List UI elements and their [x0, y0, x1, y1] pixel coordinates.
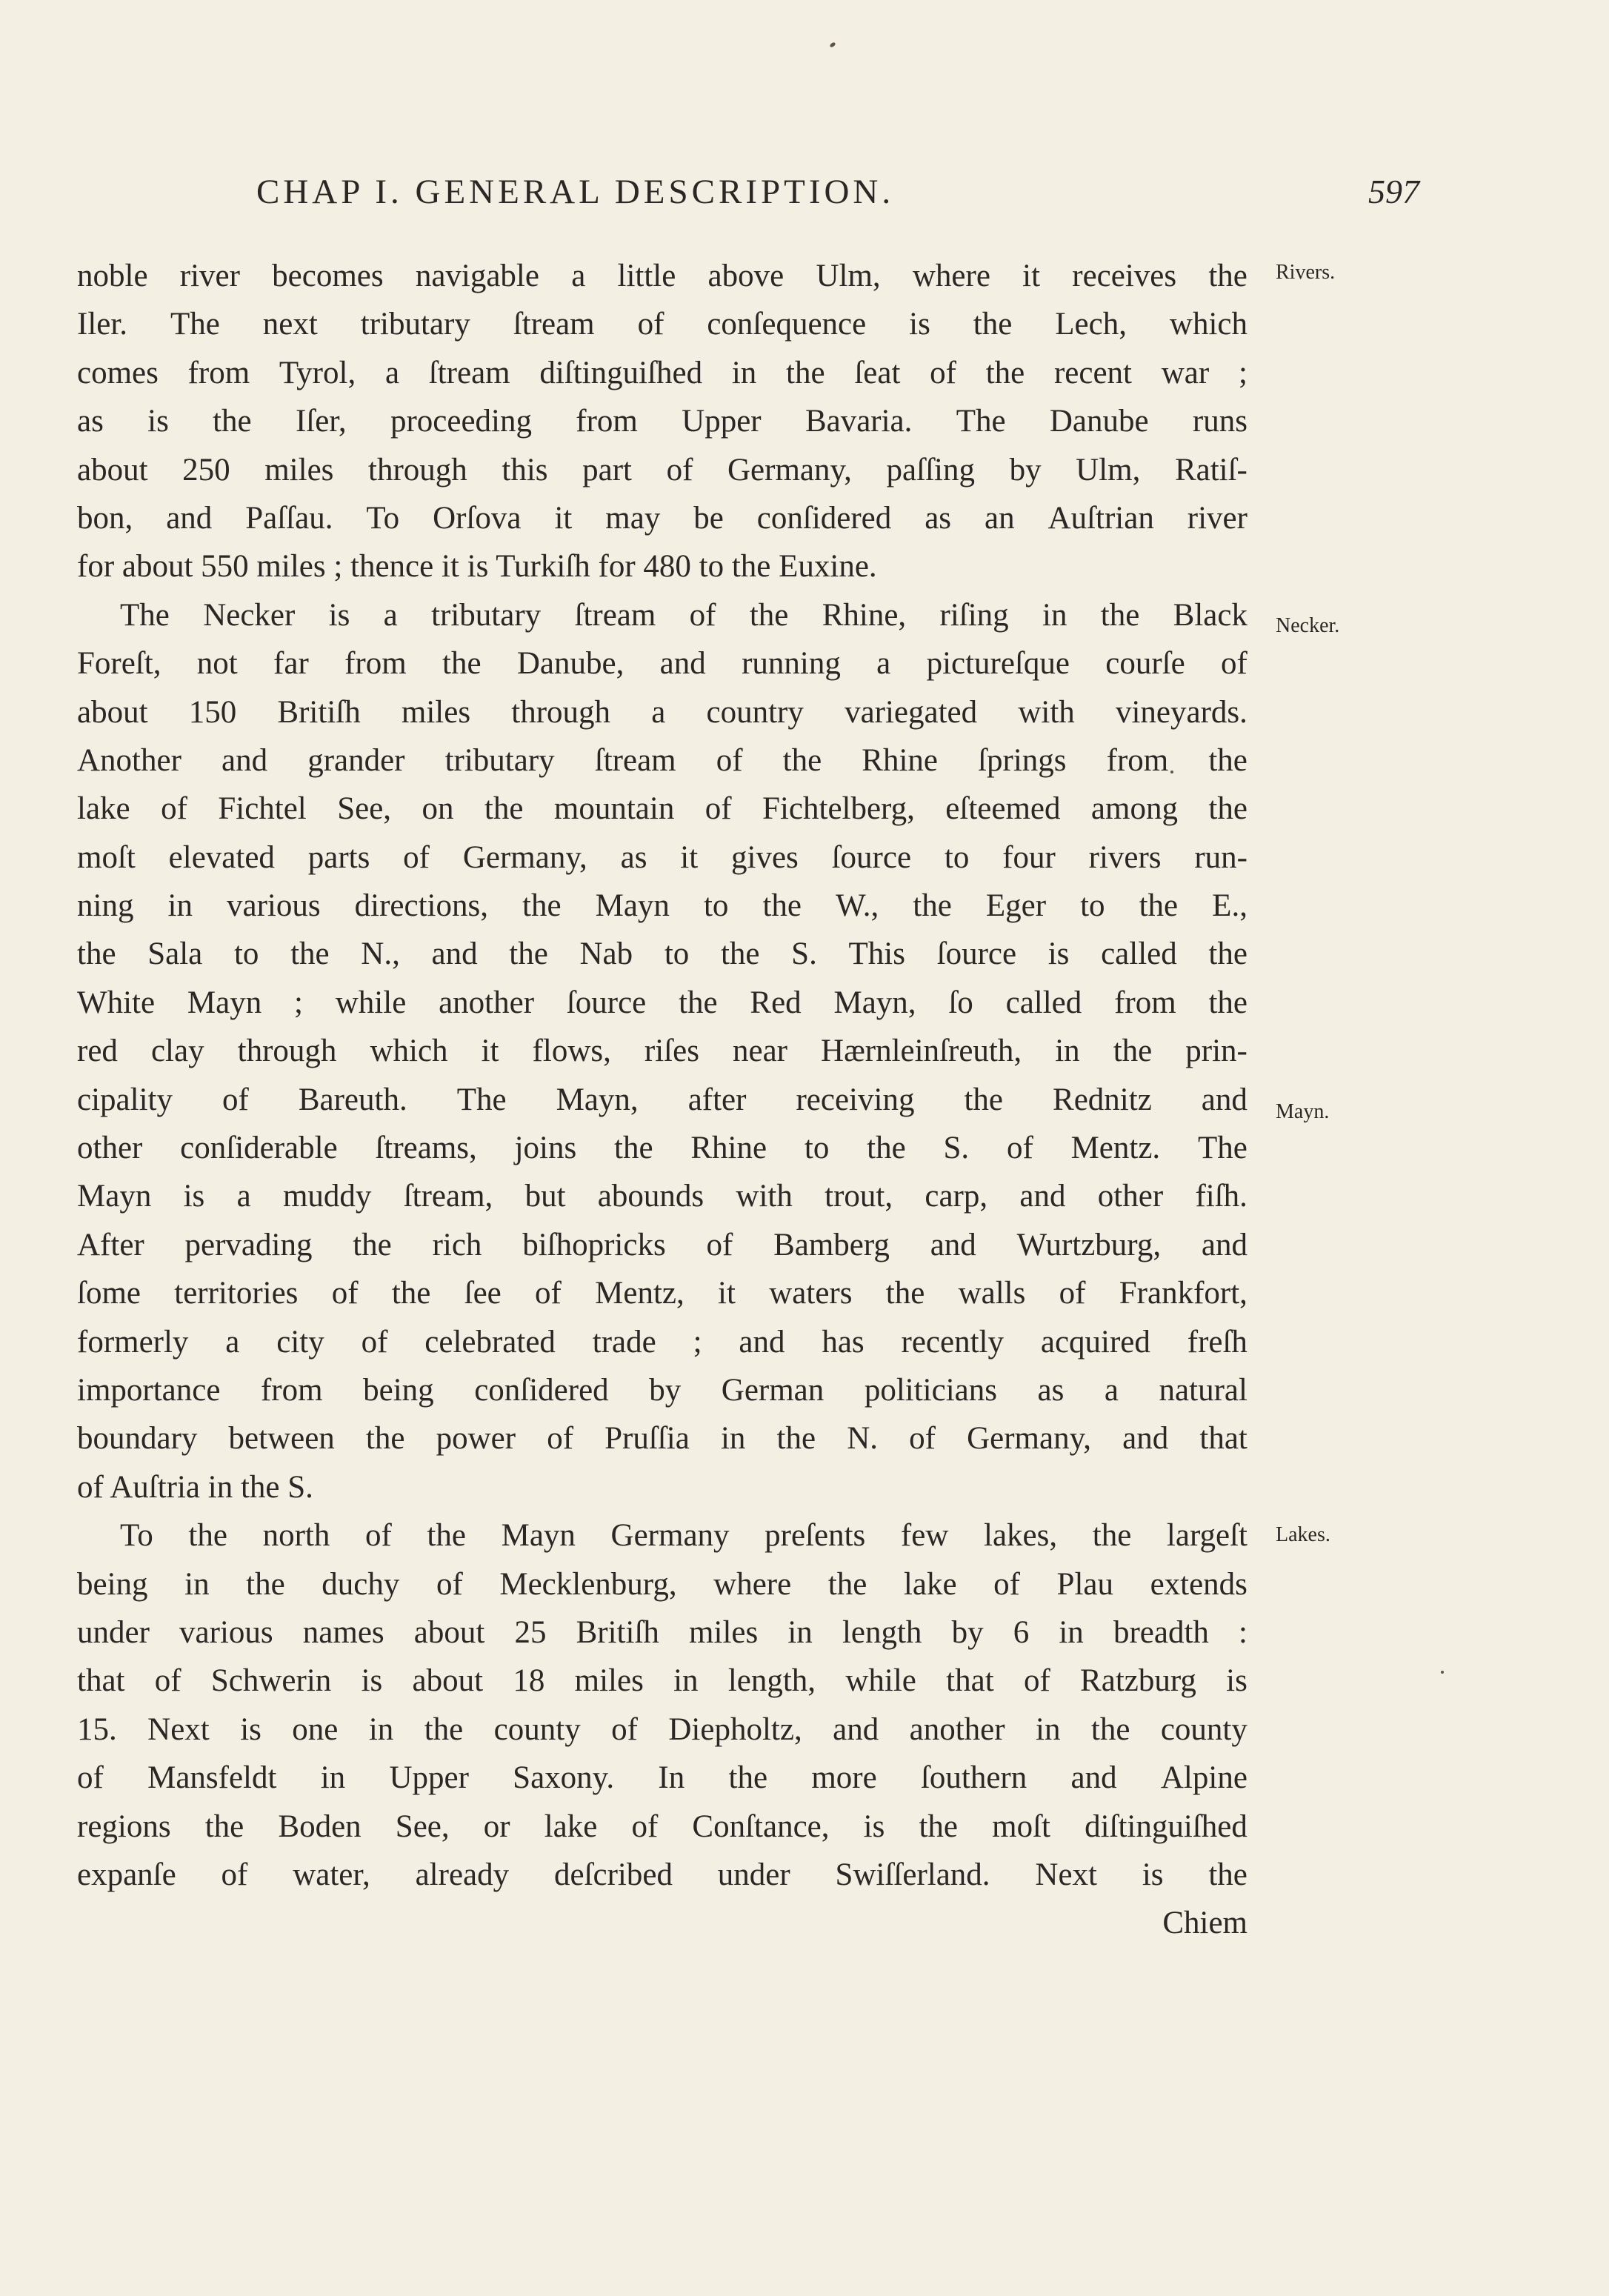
text-line: Iler. The next tributary ſtream of conſequence is the Lech, which — [77, 307, 1247, 342]
text-line: comes from Tyrol, a ſtream diſtinguiſhed in the ſeat of the recent war ; — [77, 355, 1247, 390]
text-line: formerly a city of celebrated trade ; and has recently acquired freſh — [77, 1324, 1247, 1360]
text-line: To the north of the Mayn Germany preſents few lakes, the largeſt — [120, 1518, 1247, 1554]
ink-speck — [829, 41, 836, 48]
text-line: as is the Iſer, proceeding from Upper Bavaria. The Danube runs — [77, 404, 1247, 439]
text-line: Another and grander tributary ſtream of the Rhine ſprings from the — [77, 742, 1247, 778]
text-line: White Mayn ; while another ſource the Red Mayn, ſo called from the — [77, 985, 1247, 1020]
text-line: about 250 miles through this part of Germany, paſſing by Ulm, Ratiſ- — [77, 452, 1247, 488]
text-line: cipality of Bareuth. The Mayn, after receiving the Rednitz and — [77, 1082, 1247, 1117]
text-line: Foreſt, not far from the Danube, and running a picturеſque courſe of — [77, 646, 1247, 682]
ink-speck — [1170, 771, 1173, 773]
ink-speck — [1441, 1671, 1444, 1674]
text-line: bon, and Paſſau. To Orſova it may be conſidered as an Auſtrian river — [77, 500, 1247, 536]
margin-note-rivers: Rivers. — [1276, 261, 1336, 284]
text-line: red clay through which it flows, riſes near Hærnleinſreuth, in the prin- — [77, 1034, 1247, 1069]
margin-note-mayn: Mayn. — [1276, 1100, 1330, 1123]
text-line: lake of Fichtel See, on the mountain of Fichtelberg, eſteemed among the — [77, 791, 1247, 827]
text-line: of Auſtria in the S. — [77, 1469, 313, 1505]
text-line: under various names about 25 Britiſh miles in length by 6 in breadth : — [77, 1614, 1247, 1650]
text-line: ſome territories of the ſee of Mentz, it waters the walls of Frankfort, — [77, 1276, 1247, 1311]
text-line: Mayn is a muddy ſtream, but abounds with trout, carp, and other fiſh. — [77, 1179, 1247, 1214]
text-line: moſt elevated parts of Germany, as it gives ſource to four rivers run- — [77, 839, 1247, 875]
text-line: After pervading the rich biſhopricks of Bamberg and Wurtzburg, and — [77, 1227, 1247, 1262]
text-line: 15. Next is one in the county of Diepholtz, and another in the county — [77, 1711, 1247, 1747]
text-line: about 150 Britiſh miles through a country variegated with vineyards. — [77, 694, 1247, 730]
text-line: the Sala to the N., and the Nab to the S. This ſource is called the — [77, 936, 1247, 972]
page-number: 597 — [1368, 173, 1419, 210]
margin-note-lakes: Lakes. — [1276, 1523, 1330, 1546]
page-header — [256, 172, 1442, 224]
text-line: expanſe of water, already deſcribed under Swiſſerland. Next is the — [77, 1857, 1247, 1892]
text-line: being in the duchy of Mecklenburg, where the lake of Plau extends — [77, 1566, 1247, 1602]
text-line: other conſiderable ſtreams, joins the Rhine to the S. of Mentz. The — [77, 1131, 1247, 1166]
catchword: Chiem — [1162, 1906, 1247, 1941]
body-text — [77, 252, 1247, 1948]
text-line: ning in various directions, the Mayn to the W., the Eger to the E., — [77, 888, 1247, 924]
text-line: that of Schwerin is about 18 miles in length, while that of Ratzburg is — [77, 1663, 1247, 1699]
running-head: CHAP I. GENERAL DESCRIPTION. — [256, 173, 895, 211]
text-line: for about 550 miles ; thence it is Turkiſh for 480 to the Euxine. — [77, 549, 877, 585]
margin-note-necker: Necker. — [1276, 614, 1340, 637]
text-line: importance from being conſidered by German politicians as a natural — [77, 1372, 1247, 1408]
text-line: of Mansfeldt in Upper Saxony. In the more ſouthern and Alpine — [77, 1760, 1247, 1796]
text-line: regions the Boden See, or lake of Conſtance, is the moſt diſtinguiſhed — [77, 1808, 1247, 1844]
text-line: The Necker is a tributary ſtream of the Rhine, riſing in the Black — [120, 597, 1247, 633]
text-line: boundary between the power of Pruſſia in the N. of Germany, and that — [77, 1421, 1247, 1457]
text-line: noble river becomes navigable a little above Ulm, where it receives the — [77, 259, 1247, 293]
